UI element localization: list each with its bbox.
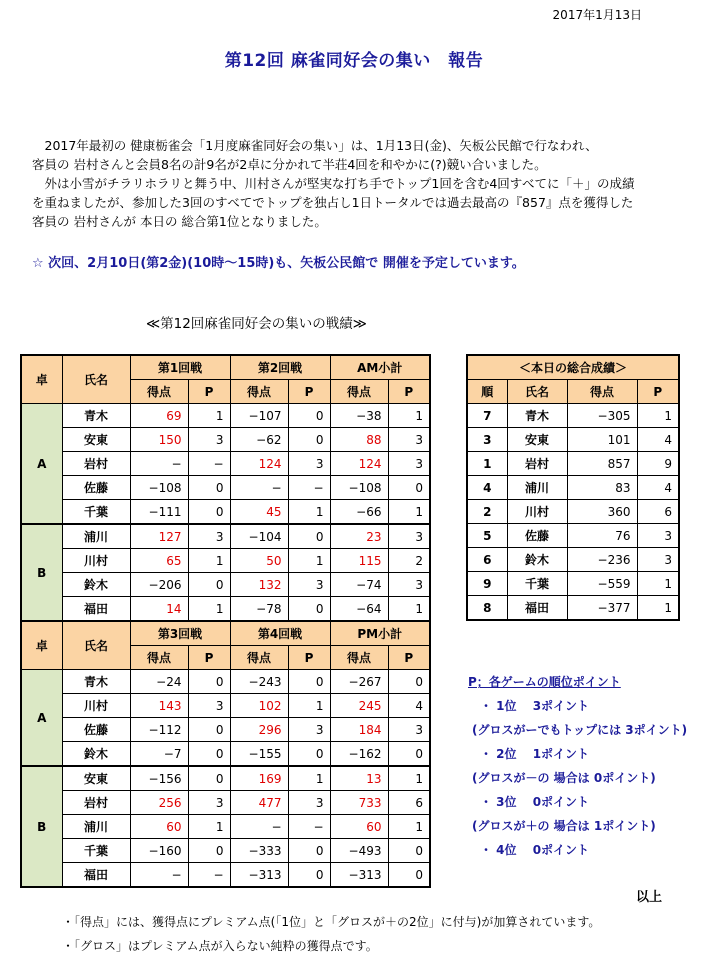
rule-2nd-note: (グロスが－の 場合は 0ポイント) xyxy=(472,771,656,785)
game-points: 1 xyxy=(288,766,330,791)
game-points: 3 xyxy=(188,694,230,718)
footnote: ・「グロス」はプレミアム点が入らない純粋の獲得点です。 xyxy=(62,939,378,953)
game-score: − xyxy=(130,452,188,476)
game-points: − xyxy=(288,476,330,500)
total-points: 4 xyxy=(637,476,679,500)
player-name: 安東 xyxy=(62,766,130,791)
paragraph-line: 2017年最初の 健康栃雀会「1月度麻雀同好会の集い」は、1月13日(金)、矢板公民館で行なわれ、 xyxy=(32,138,598,153)
subtotal-score: 124 xyxy=(330,452,388,476)
header-table: 卓 xyxy=(21,355,62,404)
subtotal-points: 1 xyxy=(388,404,430,428)
player-name: 安東 xyxy=(507,428,567,452)
overall-ranking-table xyxy=(466,354,680,621)
subtotal-score: 23 xyxy=(330,524,388,549)
table-row xyxy=(21,839,430,863)
rule-1st-note: (グロスがーでもトップには 3ポイント) xyxy=(472,723,688,737)
table-row xyxy=(467,476,679,500)
header-game2: 第2回戦 xyxy=(230,355,330,380)
table-row xyxy=(21,573,430,597)
game-points: − xyxy=(288,815,330,839)
table-row xyxy=(21,524,430,549)
game-score: −112 xyxy=(130,718,188,742)
header-row xyxy=(21,355,430,380)
subtotal-score: 245 xyxy=(330,694,388,718)
player-name: 川村 xyxy=(507,500,567,524)
game-score: − xyxy=(130,863,188,888)
game-points: 0 xyxy=(188,573,230,597)
game-points: 1 xyxy=(188,549,230,573)
header-table: 卓 xyxy=(21,621,62,670)
subtotal-points: 4 xyxy=(388,694,430,718)
game-points: 1 xyxy=(188,815,230,839)
table-row xyxy=(21,428,430,452)
game-points: 0 xyxy=(188,500,230,525)
player-name: 川村 xyxy=(62,694,130,718)
header-game1: 第1回戦 xyxy=(130,355,230,380)
game-score: 127 xyxy=(130,524,188,549)
header-name: 氏名 xyxy=(62,621,130,670)
subtotal-score: −64 xyxy=(330,597,388,622)
game-points: 0 xyxy=(188,476,230,500)
rank: 1 xyxy=(467,452,507,476)
header-score: 得点 xyxy=(230,646,288,670)
table-row xyxy=(21,452,430,476)
total-score: −236 xyxy=(567,548,637,572)
game-score: − xyxy=(230,815,288,839)
player-name: 佐藤 xyxy=(62,476,130,500)
game-score: −111 xyxy=(130,500,188,525)
rule-2nd: ・ 2位 1ポイント xyxy=(480,747,590,761)
subtotal-points: 1 xyxy=(388,500,430,525)
subtotal-score: −267 xyxy=(330,670,388,694)
game-points: 1 xyxy=(288,549,330,573)
player-name: 浦川 xyxy=(62,815,130,839)
total-points: 9 xyxy=(637,452,679,476)
subtotal-score: −38 xyxy=(330,404,388,428)
game-score: −7 xyxy=(130,742,188,767)
header-game3: 第3回戦 xyxy=(130,621,230,646)
header-points: P xyxy=(388,646,430,670)
table-row xyxy=(467,428,679,452)
total-score: 857 xyxy=(567,452,637,476)
game-points: 3 xyxy=(288,452,330,476)
player-name: 浦川 xyxy=(507,476,567,500)
rank: 2 xyxy=(467,500,507,524)
subtotal-score: −66 xyxy=(330,500,388,525)
table-row xyxy=(467,404,679,428)
footnote: ・「得点」には、獲得点にプレミアム点(「1位」と「グロスが＋の2位」に付与)が加算されています。 xyxy=(62,915,601,929)
total-points: 1 xyxy=(637,596,679,621)
paragraph-line: を重ねましたが、参加した3回のすべてでトップを独占し1日トータルでは過去最高の『857』点を獲得した xyxy=(32,195,634,210)
game-score: −156 xyxy=(130,766,188,791)
subtotal-points: 1 xyxy=(388,597,430,622)
table-row xyxy=(21,476,430,500)
overall-title: ＜本日の総合成績＞ xyxy=(467,355,679,380)
table-row xyxy=(467,572,679,596)
player-name: 福田 xyxy=(507,596,567,621)
table-row xyxy=(21,500,430,525)
table-row xyxy=(467,500,679,524)
paragraph-line: 客員の 岩村さんと会員8名の計9名が2卓に分かれて半荘4回を和やかに(?)競い合いました。 xyxy=(32,157,547,172)
closing-mark: 以上 xyxy=(636,890,663,905)
table-row xyxy=(21,815,430,839)
header-points: P xyxy=(188,646,230,670)
table-row xyxy=(21,766,430,791)
table-label: B xyxy=(21,766,62,887)
subtotal-score: −162 xyxy=(330,742,388,767)
table-label: A xyxy=(21,404,62,525)
subtotal-points: 3 xyxy=(388,718,430,742)
subtotal-points: 0 xyxy=(388,839,430,863)
game-score: −160 xyxy=(130,839,188,863)
table-row xyxy=(21,597,430,622)
game-points: 0 xyxy=(288,404,330,428)
game-score: −155 xyxy=(230,742,288,767)
total-points: 6 xyxy=(637,500,679,524)
total-score: −377 xyxy=(567,596,637,621)
subtotal-score: −108 xyxy=(330,476,388,500)
header-pm-subtotal: PM小計 xyxy=(330,621,430,646)
points-rules xyxy=(468,670,687,862)
total-points: 3 xyxy=(637,524,679,548)
header-game4: 第4回戦 xyxy=(230,621,330,646)
table-row xyxy=(21,718,430,742)
am-results-table xyxy=(20,354,431,622)
subtotal-score: −313 xyxy=(330,863,388,888)
report-date: 2017年1月13日 xyxy=(552,8,642,22)
game-points: 0 xyxy=(288,597,330,622)
subtotal-points: 6 xyxy=(388,791,430,815)
total-score: −559 xyxy=(567,572,637,596)
header-am-subtotal: AM小計 xyxy=(330,355,430,380)
game-score: 45 xyxy=(230,500,288,525)
game-points: − xyxy=(188,452,230,476)
player-name: 岩村 xyxy=(507,452,567,476)
header-points: P xyxy=(288,646,330,670)
subtotal-points: 1 xyxy=(388,766,430,791)
paragraph-line: 客員の 岩村さんが 本日の 総合第1位となりました。 xyxy=(32,214,327,229)
game-score: 60 xyxy=(130,815,188,839)
game-points: 1 xyxy=(288,500,330,525)
total-score: 76 xyxy=(567,524,637,548)
rule-3rd-note: (グロスが＋の 場合は 1ポイント) xyxy=(472,819,656,833)
game-score: 477 xyxy=(230,791,288,815)
player-name: 福田 xyxy=(62,863,130,888)
game-score: 50 xyxy=(230,549,288,573)
game-points: 3 xyxy=(288,718,330,742)
header-row xyxy=(467,380,679,404)
subtotal-points: 0 xyxy=(388,670,430,694)
rank: 4 xyxy=(467,476,507,500)
player-name: 鈴木 xyxy=(62,742,130,767)
subtotal-points: 3 xyxy=(388,524,430,549)
game-score: 256 xyxy=(130,791,188,815)
header-score: 得点 xyxy=(130,646,188,670)
game-score: 14 xyxy=(130,597,188,622)
game-points: 1 xyxy=(288,694,330,718)
player-name: 岩村 xyxy=(62,452,130,476)
player-name: 川村 xyxy=(62,549,130,573)
player-name: 鈴木 xyxy=(507,548,567,572)
pm-results-table xyxy=(20,620,431,888)
rank: 8 xyxy=(467,596,507,621)
table-label: A xyxy=(21,670,62,767)
table-row xyxy=(21,549,430,573)
total-score: −305 xyxy=(567,404,637,428)
subtotal-points: 2 xyxy=(388,549,430,573)
subtotal-score: 13 xyxy=(330,766,388,791)
header-score: 得点 xyxy=(567,380,637,404)
game-score: 150 xyxy=(130,428,188,452)
header-points: P xyxy=(388,380,430,404)
rule-1st: ・ 1位 3ポイント xyxy=(480,699,590,713)
game-score: −62 xyxy=(230,428,288,452)
table-row xyxy=(21,791,430,815)
player-name: 鈴木 xyxy=(62,573,130,597)
game-score: −78 xyxy=(230,597,288,622)
subtotal-score: 184 xyxy=(330,718,388,742)
header-row xyxy=(21,621,430,646)
header-rank: 順 xyxy=(467,380,507,404)
rank: 6 xyxy=(467,548,507,572)
player-name: 青木 xyxy=(62,404,130,428)
game-points: 0 xyxy=(288,428,330,452)
player-name: 千葉 xyxy=(62,839,130,863)
rule-4th: ・ 4位 0ポイント xyxy=(480,843,590,857)
table-row xyxy=(467,548,679,572)
header-name: 氏名 xyxy=(507,380,567,404)
paragraph-line: 外は小雪がチラリホラリと舞う中、川村さんが堅実な打ち手でトップ1回を含む4回すべてに「＋」の成績 xyxy=(32,176,635,191)
game-points: 0 xyxy=(288,742,330,767)
game-score: 169 xyxy=(230,766,288,791)
footnotes xyxy=(62,910,600,958)
game-score: −24 xyxy=(130,670,188,694)
game-points: 0 xyxy=(188,670,230,694)
subtotal-score: 733 xyxy=(330,791,388,815)
table-row xyxy=(467,452,679,476)
total-score: 360 xyxy=(567,500,637,524)
rank: 5 xyxy=(467,524,507,548)
player-name: 千葉 xyxy=(62,500,130,525)
game-score: 296 xyxy=(230,718,288,742)
game-points: 3 xyxy=(188,791,230,815)
game-score: − xyxy=(230,476,288,500)
subtotal-points: 3 xyxy=(388,452,430,476)
game-score: −333 xyxy=(230,839,288,863)
game-score: −104 xyxy=(230,524,288,549)
total-points: 3 xyxy=(637,548,679,572)
player-name: 佐藤 xyxy=(62,718,130,742)
game-points: 0 xyxy=(188,766,230,791)
header-points: P xyxy=(288,380,330,404)
game-points: − xyxy=(188,863,230,888)
player-name: 千葉 xyxy=(507,572,567,596)
game-score: −107 xyxy=(230,404,288,428)
subtotal-points: 0 xyxy=(388,742,430,767)
header-score: 得点 xyxy=(330,380,388,404)
header-score: 得点 xyxy=(330,646,388,670)
header-score: 得点 xyxy=(130,380,188,404)
game-score: −206 xyxy=(130,573,188,597)
subtotal-score: 115 xyxy=(330,549,388,573)
subtotal-points: 0 xyxy=(388,476,430,500)
total-points: 1 xyxy=(637,404,679,428)
game-points: 0 xyxy=(188,718,230,742)
game-points: 3 xyxy=(188,428,230,452)
subtotal-score: −493 xyxy=(330,839,388,863)
rule-3rd: ・ 3位 0ポイント xyxy=(480,795,590,809)
game-points: 0 xyxy=(188,839,230,863)
game-points: 0 xyxy=(288,863,330,888)
game-points: 0 xyxy=(288,670,330,694)
player-name: 佐藤 xyxy=(507,524,567,548)
total-score: 101 xyxy=(567,428,637,452)
table-row xyxy=(21,670,430,694)
player-name: 青木 xyxy=(507,404,567,428)
game-score: 102 xyxy=(230,694,288,718)
header-points: P xyxy=(637,380,679,404)
page-title: 第12回 麻雀同好会の集い 報告 xyxy=(224,51,484,71)
player-name: 岩村 xyxy=(62,791,130,815)
game-points: 0 xyxy=(288,839,330,863)
player-name: 青木 xyxy=(62,670,130,694)
game-points: 0 xyxy=(288,524,330,549)
rank: 3 xyxy=(467,428,507,452)
header-row xyxy=(467,355,679,380)
game-points: 3 xyxy=(188,524,230,549)
subtotal-points: 0 xyxy=(388,863,430,888)
subtotal-points: 3 xyxy=(388,573,430,597)
subtotal-score: −74 xyxy=(330,573,388,597)
table-row xyxy=(467,596,679,621)
next-meeting-notice: ☆ 次回、2月10日(第2金)(10時～15時)も、矢板公民館で 開催を予定しています。 xyxy=(32,256,525,271)
total-points: 4 xyxy=(637,428,679,452)
player-name: 浦川 xyxy=(62,524,130,549)
game-points: 3 xyxy=(288,791,330,815)
rules-heading: P；各ゲームの順位ポイント xyxy=(468,675,621,689)
total-score: 83 xyxy=(567,476,637,500)
game-score: 65 xyxy=(130,549,188,573)
game-score: −108 xyxy=(130,476,188,500)
table-row xyxy=(21,863,430,888)
total-points: 1 xyxy=(637,572,679,596)
player-name: 福田 xyxy=(62,597,130,622)
game-score: 143 xyxy=(130,694,188,718)
game-score: 124 xyxy=(230,452,288,476)
results-subtitle: ≪第12回麻雀同好会の集いの戦績≫ xyxy=(146,316,367,332)
game-score: 132 xyxy=(230,573,288,597)
rank: 9 xyxy=(467,572,507,596)
game-points: 1 xyxy=(188,404,230,428)
game-points: 3 xyxy=(288,573,330,597)
player-name: 安東 xyxy=(62,428,130,452)
report-paragraph xyxy=(32,136,682,231)
table-label: B xyxy=(21,524,62,621)
table-row xyxy=(467,524,679,548)
header-points: P xyxy=(188,380,230,404)
subtotal-points: 1 xyxy=(388,815,430,839)
header-name: 氏名 xyxy=(62,355,130,404)
subtotal-score: 60 xyxy=(330,815,388,839)
subtotal-points: 3 xyxy=(388,428,430,452)
game-score: −313 xyxy=(230,863,288,888)
rank: 7 xyxy=(467,404,507,428)
table-row xyxy=(21,742,430,767)
subtotal-score: 88 xyxy=(330,428,388,452)
header-score: 得点 xyxy=(230,380,288,404)
table-row xyxy=(21,404,430,428)
game-points: 0 xyxy=(188,742,230,767)
game-score: −243 xyxy=(230,670,288,694)
table-row xyxy=(21,694,430,718)
game-score: 69 xyxy=(130,404,188,428)
game-points: 1 xyxy=(188,597,230,622)
